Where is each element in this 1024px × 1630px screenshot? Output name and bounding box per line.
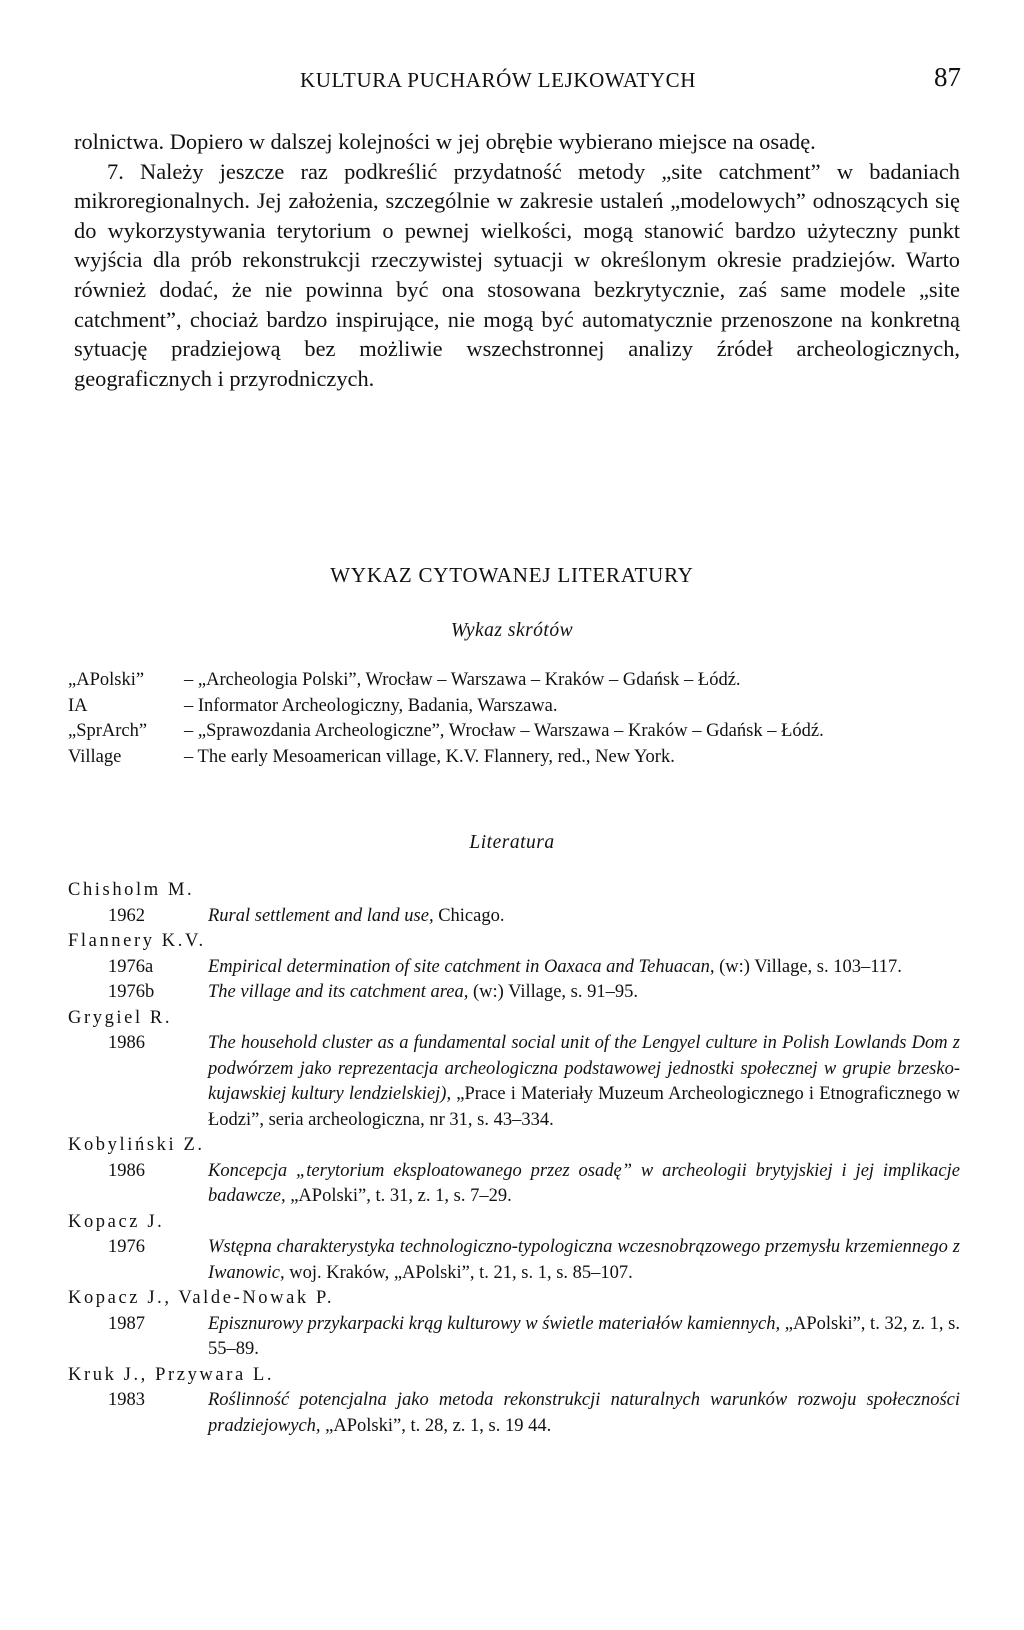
- reference-body: [208, 1235, 960, 1286]
- reference-title: Wstępna charakterystyka technologiczno-typologiczna wczesnobrązowego przemysłu krzemiennego z Iwanowic,: [208, 1237, 960, 1283]
- reference-details: „APolski”, t. 28, z. 1, s. 19 44.: [320, 1415, 552, 1436]
- reference-title: The household cluster as a fundamental social unit of the Lengyel culture in Polish Lowlands Dom z podwórzem jako reprezentacja archeologiczna podstawowej jednostki społecznej w grupie brzesko-kujawskiej kultury lendzielskiej),: [208, 1033, 960, 1104]
- reference-author: Kopacz J.: [68, 1211, 165, 1232]
- reference-details: „APolski”, t. 32, z. 1, s. 55–89.: [208, 1313, 961, 1359]
- running-title: KULTURA PUCHARÓW LEJKOWATYCH: [300, 68, 696, 92]
- section-title: WYKAZ CYTOWANEJ LITERATURY: [330, 563, 694, 587]
- reference-details: Chicago.: [433, 905, 505, 926]
- running-head: [0, 62, 1024, 96]
- paragraph-continued: rolnictwa. Dopiero w dalszej kolejności w jej obrębie wybierano miejsce na osadę.: [74, 129, 816, 154]
- reference-entry: [68, 1312, 960, 1363]
- reference-entry: [68, 1388, 960, 1439]
- reference-body: [208, 955, 960, 981]
- reference-details: (w:) Village, s. 103–117.: [714, 956, 902, 977]
- reference-year: 1976b: [108, 982, 155, 1002]
- abbreviation-row: [68, 719, 960, 745]
- reference-author: Chisholm M.: [68, 880, 195, 900]
- abbreviation-description: – „Sprawozdania Archeologiczne”, Wrocław – Warszawa – Kraków – Gdańsk – Łódź.: [184, 721, 824, 741]
- reference-entry: [68, 980, 960, 1006]
- reference-body: [208, 1031, 960, 1133]
- abbreviations-title: Wykaz skrótów: [450, 620, 574, 641]
- reference-body: [208, 1159, 960, 1210]
- reference-year: 1986: [108, 1033, 145, 1053]
- reference-entry: [68, 1235, 960, 1286]
- abbreviation-row: [68, 668, 960, 694]
- abbreviation-key: IA: [68, 695, 88, 716]
- reference-title: The village and its catchment area,: [208, 982, 469, 1002]
- reference-details: (w:) Village, s. 91–95.: [468, 982, 638, 1002]
- abbreviation-description: – Informator Archeologiczny, Badania, Warszawa.: [184, 695, 558, 716]
- reference-entry: [68, 1031, 960, 1133]
- reference-year: 1962: [108, 905, 145, 926]
- reference-author: Kopacz J., Valde-Nowak P.: [68, 1288, 335, 1308]
- reference-year: 1987: [108, 1313, 145, 1334]
- reference-body: [208, 1388, 960, 1439]
- abbreviation-row: [68, 745, 960, 771]
- reference-title: Episznurowy przykarpacki krąg kulturowy w świetle materiałów kamiennych,: [208, 1313, 781, 1334]
- abbreviation-key: „SprArch”: [68, 721, 148, 741]
- reference-body: [208, 1312, 960, 1363]
- reference-author: Kruk J., Przywara L.: [68, 1364, 275, 1385]
- abbreviation-key: „APolski”: [68, 670, 145, 690]
- reference-year: 1976: [108, 1237, 145, 1257]
- reference-author: Grygiel R.: [68, 1007, 173, 1028]
- reference-details: „Prace i Materiały Muzeum Archeologicznego i Etnograficznego w Łodzi”, seria archeologiczna, nr 31, s. 43–334.: [208, 1084, 960, 1130]
- abbreviation-list: [68, 668, 960, 770]
- reference-details: „APolski”, t. 31, z. 1, s. 7–29.: [285, 1186, 512, 1206]
- abbreviation-description: – „Archeologia Polski”, Wrocław – Warszawa – Kraków – Gdańsk – Łódź.: [184, 670, 741, 690]
- abbreviation-description: – The early Mesoamerican village, K.V. Flannery, red., New York.: [184, 746, 675, 767]
- paragraph-7: 7. Należy jeszcze raz podkreślić przydatność metody „site catchment” w badaniach mikroregionalnych. Jej założenia, szczególnie w zakresie ustaleń „modelowych” odnoszących się do wykorzystywania terytorium o pewnej wielkości, mogą stanowić bardzo użyteczny punkt wyjścia dla prób rekonstrukcji rzeczywistej sytuacji w określonym okresie pradziejów. Warto również dodać, że nie powinna być ona stosowana bezkrytycznie, zaś same modele „site catchment”, chociaż bardzo inspirujące, nie mogą być automatycznie przenoszone na konkretną sytuację pradziejową bez możliwie wszechstronnej analizy źródeł archeologicznych, geograficznych i przyrodniczych.: [74, 158, 960, 391]
- reference-title: Koncepcja „terytorium eksploatowanego przez osadę” w archeologii brytyjskiej i jej implikacje badawcze,: [208, 1160, 960, 1206]
- reference-title: Empirical determination of site catchment in Oaxaca and Tehuacan,: [208, 956, 715, 977]
- reference-list: [68, 878, 960, 1439]
- reference-title: Rural settlement and land use,: [208, 905, 434, 926]
- reference-entry: [68, 904, 960, 930]
- reference-author: Kobyliński Z.: [68, 1135, 205, 1155]
- abbreviation-key: Village: [68, 746, 122, 767]
- literature-title: Literatura: [469, 832, 555, 853]
- page-number: 87: [934, 62, 961, 92]
- reference-year: 1976a: [108, 956, 154, 977]
- reference-body: [208, 904, 960, 930]
- reference-author: Flannery K.V.: [68, 931, 206, 951]
- reference-details: woj. Kraków, „APolski”, t. 21, s. 1, s. 85–107.: [284, 1262, 633, 1283]
- reference-year: 1986: [108, 1160, 145, 1181]
- reference-body: [208, 980, 960, 1006]
- abbreviation-row: [68, 694, 960, 720]
- reference-entry: [68, 1159, 960, 1210]
- reference-entry: [68, 955, 960, 981]
- reference-year: 1983: [108, 1390, 145, 1410]
- body-text: [74, 127, 960, 393]
- reference-title: Roślinność potencjalna jako metoda rekonstrukcji naturalnych warunków rozwoju społeczności pradziejowych,: [208, 1390, 960, 1436]
